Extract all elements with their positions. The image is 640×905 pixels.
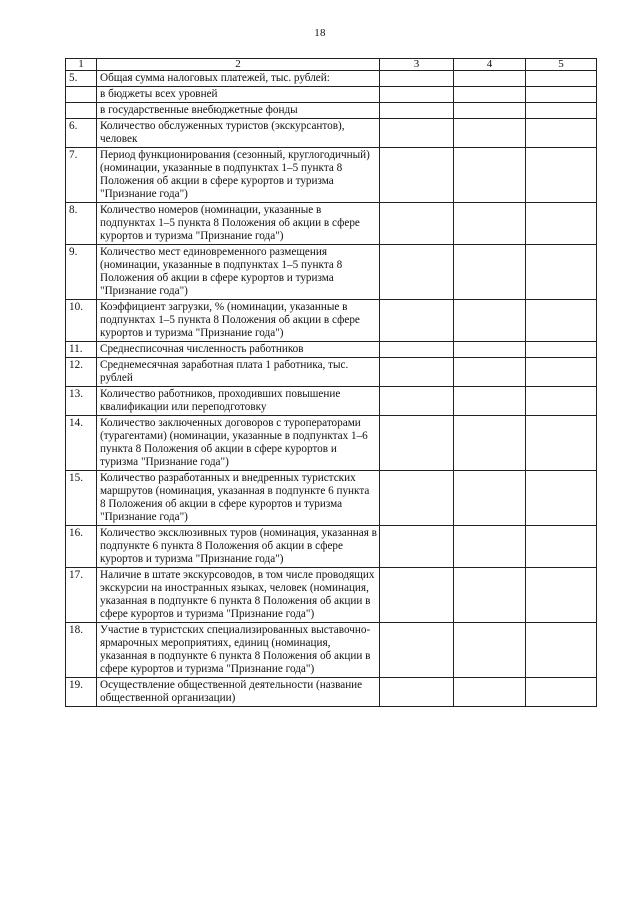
value-cell-col-5[interactable] [526,119,597,148]
indicator-name: Количество мест единовременного размещения (номинации, указанные в подпунктах 1–5 пункта 8 Положения об акции в сфере курортов и туризма "Признание года") [97,245,380,300]
table-row [66,103,597,119]
table-row [66,342,597,358]
value-cell-col-3[interactable] [380,358,454,387]
indicator-name: Количество заключенных договоров с туроператорами (турагентами) (номинации, указанные в подпунктах 1–6 пункта 8 Положения об акции в сфере курортов и туризма "Признание года") [97,416,380,471]
table-header [66,59,597,71]
table-row [66,87,597,103]
value-cell-col-4[interactable] [454,342,526,358]
page-number: 18 [314,27,326,39]
row-number: 16. [66,526,97,568]
row-number: 15. [66,471,97,526]
table-row [66,678,597,707]
value-cell-col-4[interactable] [454,203,526,245]
value-cell-col-4[interactable] [454,471,526,526]
table-body [66,71,597,707]
row-number: 13. [66,387,97,416]
value-cell-col-5[interactable] [526,416,597,471]
table-row [66,71,597,87]
value-cell-col-3[interactable] [380,71,454,87]
table-row [66,203,597,245]
value-cell-col-4[interactable] [454,245,526,300]
row-number: 19. [66,678,97,707]
row-number: 14. [66,416,97,471]
header-col-3: 3 [380,59,454,71]
indicator-name: Количество обслуженных туристов (экскурсантов), человек [97,119,380,148]
indicator-name: Период функционирования (сезонный, круглогодичный) (номинации, указанные в подпунктах 1–5 пункта 8 Положения об акции в сфере курортов и туризма "Признание года") [97,148,380,203]
table-row [66,623,597,678]
value-cell-col-4[interactable] [454,300,526,342]
indicator-name: Общая сумма налоговых платежей, тыс. рублей: [97,71,380,87]
value-cell-col-4[interactable] [454,71,526,87]
value-cell-col-3[interactable] [380,300,454,342]
row-number: 8. [66,203,97,245]
indicator-name: Среднемесячная заработная плата 1 работника, тыс. рублей [97,358,380,387]
indicator-name: Количество номеров (номинации, указанные в подпунктах 1–5 пункта 8 Положения об акции в сфере курортов и туризма "Признание года") [97,203,380,245]
value-cell-col-3[interactable] [380,245,454,300]
value-cell-col-5[interactable] [526,71,597,87]
value-cell-col-5[interactable] [526,245,597,300]
indicator-name: Среднесписочная численность работников [97,342,380,358]
value-cell-col-3[interactable] [380,568,454,623]
value-cell-col-4[interactable] [454,623,526,678]
value-cell-col-4[interactable] [454,87,526,103]
value-cell-col-3[interactable] [380,471,454,526]
header-col-4: 4 [454,59,526,71]
header-row [66,59,597,71]
value-cell-col-3[interactable] [380,148,454,203]
table-row [66,526,597,568]
table-row [66,358,597,387]
value-cell-col-3[interactable] [380,342,454,358]
row-number [66,103,97,119]
value-cell-col-5[interactable] [526,678,597,707]
value-cell-col-5[interactable] [526,148,597,203]
table-row [66,568,597,623]
table-row [66,387,597,416]
row-number: 7. [66,148,97,203]
value-cell-col-5[interactable] [526,358,597,387]
indicator-name: Количество разработанных и внедренных туристских маршрутов (номинация, указанная в подпункте 6 пункта 8 Положения об акции в сфере курортов и туризма "Признание года") [97,471,380,526]
indicator-name: Наличие в штате экскурсоводов, в том числе проводящих экскурсии на иностранных языках, человек (номинация, указанная в подпункте 6 пункта 8 Положения об акции в сфере курортов и туризма "Признание года") [97,568,380,623]
table-row [66,148,597,203]
value-cell-col-5[interactable] [526,342,597,358]
value-cell-col-4[interactable] [454,568,526,623]
value-cell-col-3[interactable] [380,416,454,471]
value-cell-col-5[interactable] [526,568,597,623]
row-number: 6. [66,119,97,148]
value-cell-col-3[interactable] [380,103,454,119]
value-cell-col-5[interactable] [526,623,597,678]
indicator-name: Осуществление общественной деятельности (название общественной организации) [97,678,380,707]
row-number: 9. [66,245,97,300]
indicator-name: в государственные внебюджетные фонды [97,103,380,119]
value-cell-col-5[interactable] [526,103,597,119]
row-number: 17. [66,568,97,623]
table-row [66,416,597,471]
value-cell-col-3[interactable] [380,87,454,103]
table-row [66,471,597,526]
value-cell-col-3[interactable] [380,526,454,568]
row-number: 11. [66,342,97,358]
header-col-1: 1 [66,59,97,71]
value-cell-col-5[interactable] [526,526,597,568]
value-cell-col-3[interactable] [380,119,454,148]
row-number: 10. [66,300,97,342]
row-number [66,87,97,103]
value-cell-col-4[interactable] [454,103,526,119]
value-cell-col-4[interactable] [454,416,526,471]
indicator-name: Количество эксклюзивных туров (номинация, указанная в подпункте 6 пункта 8 Положения об акции в сфере курортов и туризма "Признание года") [97,526,380,568]
value-cell-col-4[interactable] [454,387,526,416]
value-cell-col-5[interactable] [526,87,597,103]
table-row [66,245,597,300]
indicators-table [65,58,597,707]
value-cell-col-3[interactable] [380,678,454,707]
value-cell-col-5[interactable] [526,300,597,342]
row-number: 5. [66,71,97,87]
row-number: 18. [66,623,97,678]
value-cell-col-4[interactable] [454,358,526,387]
row-number: 12. [66,358,97,387]
indicator-name: в бюджеты всех уровней [97,87,380,103]
value-cell-col-4[interactable] [454,678,526,707]
value-cell-col-3[interactable] [380,623,454,678]
value-cell-col-5[interactable] [526,471,597,526]
value-cell-col-4[interactable] [454,119,526,148]
value-cell-col-4[interactable] [454,148,526,203]
value-cell-col-3[interactable] [380,203,454,245]
table-row [66,119,597,148]
indicator-name: Участие в туристских специализированных выставочно-ярмарочных мероприятиях, единиц (номинация, указанная в подпункте 6 пункта 8 Положения об акции в сфере курортов и туризма "Признание года") [97,623,380,678]
indicator-name: Количество работников, проходивших повышение квалификации или переподготовку [97,387,380,416]
value-cell-col-3[interactable] [380,387,454,416]
value-cell-col-4[interactable] [454,526,526,568]
value-cell-col-5[interactable] [526,203,597,245]
header-col-5: 5 [526,59,597,71]
table-row [66,300,597,342]
header-col-2: 2 [97,59,380,71]
indicator-name: Коэффициент загрузки, % (номинации, указанные в подпунктах 1–5 пункта 8 Положения об акции в сфере курортов и туризма "Признание года") [97,300,380,342]
value-cell-col-5[interactable] [526,387,597,416]
